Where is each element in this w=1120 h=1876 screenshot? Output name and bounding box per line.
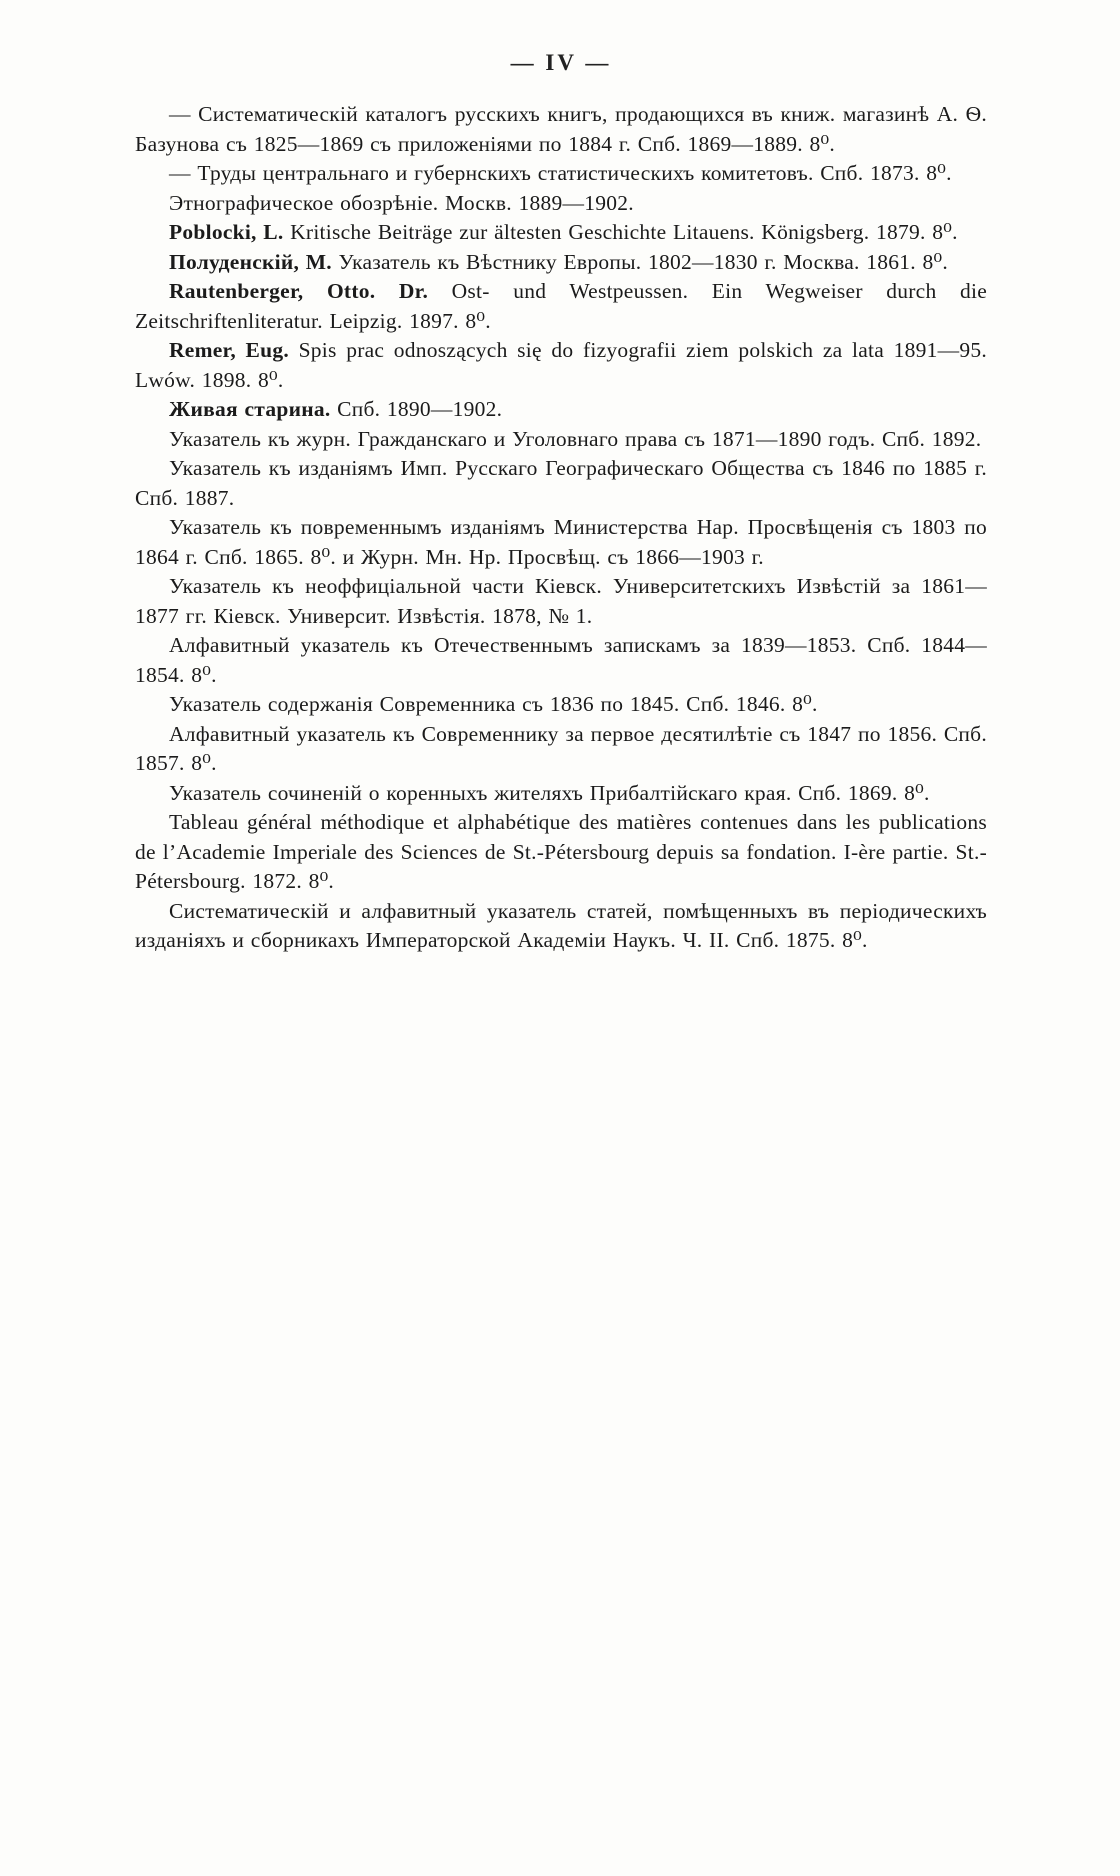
bibliography-entry [135,808,987,897]
entry-body: Указатель къ журн. Гражданскаго и Уголовнаго права съ 1871—1890 годъ. Спб. 1892. [169,426,982,451]
entry-author: Remer, Eug. [169,338,289,362]
bibliography-entry [135,572,987,631]
bibliography-entry [135,513,987,572]
entry-author: Rautenberger, Otto. Dr. [169,279,429,303]
bibliography-entry [135,100,987,159]
bibliography-entry [135,779,987,809]
bibliography-entry [135,690,987,720]
bibliography-entry [135,218,987,248]
bibliography-entry [135,248,987,278]
entry-body: Алфавитный указатель къ Современнику за первое десятилѣтіе съ 1847 по 1856. Спб. 1857. 8⁰. [135,721,987,775]
entry-body: Этнографическое обозрѣніе. Москв. 1889—1902. [169,190,634,215]
bibliography-entry [135,189,987,219]
bibliography-entry [135,336,987,395]
entry-body: — Систематическій каталогъ русскихъ книгъ, продающихся въ книж. магазинѣ А. Ѳ. Базунова съ 1825—1869 съ приложеніями по 1884 г. Спб. 1869—1889. 8⁰. [135,102,987,156]
bibliography-entry [135,425,987,455]
entry-body: Tableau général méthodique et alphabétique des matières contenues dans les publications de l’Academie Imperiale des Sciences de St.-Pétersbourg depuis sa fondation. I-ère partie. St.-Pétersbourg. 1872. 8⁰. [135,810,987,893]
entry-author: Полуденскій, М. [169,249,332,274]
entry-body: Систематическій и алфавитный указатель статей, помѣщенныхъ въ періодическихъ изданіяхъ и сборникахъ Императорской Академіи Наукъ. Ч. II. Спб. 1875. 8⁰. [135,898,987,952]
entry-author: Живая старина. [169,397,331,421]
entry-body: Ost- und Westpeussen. Ein Wegweiser durch die Zeitschriftenliteratur. Leipzig. 1897. 8⁰. [135,279,988,333]
bibliography-text [135,100,987,956]
bibliography-entry [135,159,987,189]
bibliography-entry [135,897,987,956]
page-number: — IV — [510,50,612,75]
entry-body: Указатель содержанія Современника съ 1836 по 1845. Спб. 1846. 8⁰. [169,692,818,716]
bibliography-entry [135,720,987,779]
entry-body: — Труды центральнаго и губернскихъ статистическихъ комитетовъ. Спб. 1873. 8⁰. [169,161,952,185]
entry-body: Алфавитный указатель къ Отечественнымъ запискамъ за 1839—1853. Спб. 1844—1854. 8⁰. [135,633,987,687]
entry-author: Poblocki, L. [169,220,284,244]
entry-body: Kritische Beiträge zur ältesten Geschichte Litauens. Königsberg. 1879. 8⁰. [283,220,958,244]
bibliography-entry [135,631,987,690]
entry-body: Спб. 1890—1902. [330,397,503,421]
bibliography-entry [135,277,987,336]
entry-body: Указатель къ неоффиціальной части Кіевск. Университетскихъ Извѣстій за 1861—1877 гг. Кіевск. Университ. Извѣстія. 1878, № 1. [135,574,987,628]
entry-body: Указатель къ Вѣстнику Европы. 1802—1830 г. Москва. 1861. 8⁰. [331,249,949,274]
entry-body: Spis prac odnoszących się do fizyografii ziem polskich za lata 1891—95. Lwów. 1898. 8⁰. [135,338,987,392]
entry-body: Указатель къ повременнымъ изданіямъ Министерства Нар. Просвѣщенія съ 1803 по 1864 г. Спб. 1865. 8⁰. и Журн. Мн. Нр. Просвѣщ. съ 1866—1903 г. [135,515,987,569]
bibliography-entry [135,395,987,425]
bibliography-entry [135,454,987,513]
entry-body: Указатель сочиненій о коренныхъ жителяхъ Прибалтійскаго края. Спб. 1869. 8⁰. [169,780,930,805]
entry-body: Указатель къ изданіямъ Имп. Русскаго Географическаго Общества съ 1846 по 1885 г. Спб. 1887. [135,456,987,510]
